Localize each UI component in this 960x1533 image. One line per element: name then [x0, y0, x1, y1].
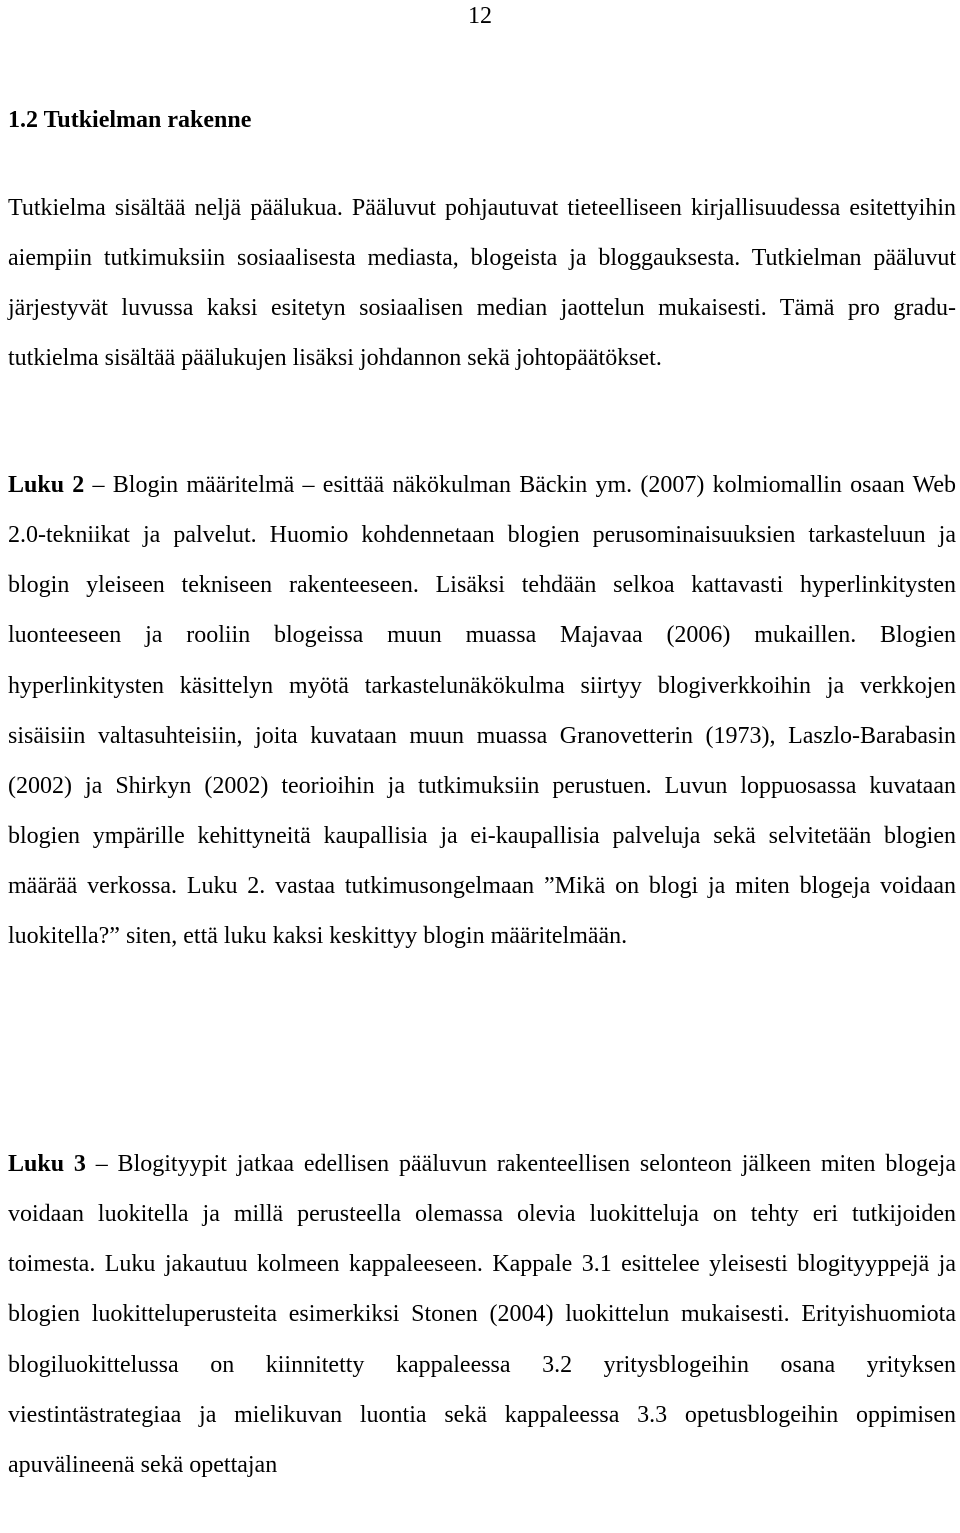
chapter-3-text: – Blogityypit jatkaa edellisen pääluvun rakenteellisen selonteon jälkeen miten blogeja voidaan luokitella ja millä perusteella olemassa olevia luokitteluja on tehty eri tutkijoiden toimesta. Luku jakautuu kolmeen kappaleeseen. Kappale 3.1 esittelee yleisesti blogityyppejä ja blogien luokitteluperusteita esimerkiksi Stonen (2004) luokittelun mukaisesti. Erityishuomiota blogiluokittelussa on kiinnitetty kappaleessa 3.2 yritysblogeihin osana yrityksen viestintästrategiaa ja mielikuvan luontia sekä kappaleessa 3.3 opetusblogeihin oppimisen apuvälineenä sekä opettajan — [8, 1151, 956, 1478]
chapter-2-paragraph — [8, 460, 956, 962]
intro-paragraph: Tutkielma sisältää neljä päälukua. Pääluvut pohjautuvat tieteelliseen kirjallisuudessa esitettyihin aiempiin tutkimuksiin sosiaalisesta mediasta, blogeista ja bloggauksesta. Tutkielman pääluvut järjestyvät luvussa kaksi esitetyn sosiaalisen median jaottelun mukaisesti. Tämä pro gradu-tutkielma sisältää päälukujen lisäksi johdannon sekä johtopäätökset. — [8, 195, 956, 372]
chapter-3-paragraph — [8, 1139, 956, 1490]
chapter-3-label: Luku 3 — [8, 1151, 86, 1177]
chapter-2-text: – Blogin määritelmä – esittää näkökulman Bäckin ym. (2007) kolmiomallin osaan Web 2.0-tekniikat ja palvelut. Huomio kohdennetaan blogien perusominaisuuksien tarkasteluun ja blogin yleiseen tekniseen rakenteeseen. Lisäksi tehdään selkoa kattavasti hyperlinkitysten luonteeseen ja rooliin blogeissa muun muassa Majavaa (2006) mukaillen. Blogien hyperlinkitysten käsittelyn myötä tarkastelunäkökulma siirtyy blogiverkkoihin ja verkkojen sisäisiin valtasuhteisiin, joita kuvataan muun muassa Granovetterin (1973), Laszlo-Barabasin (2002) ja Shirkyn (2002) teorioihin ja tutkimuksiin perustuen. Luvun loppuosassa kuvataan blogien ympärille kehittyneitä kaupallisia ja ei-kaupallisia palveluja sekä selvitetään blogien määrää verkossa. Luku 2. vastaa tutkimusongelmaan ”Mikä on blogi ja miten blogeja voidaan luokitella?” siten, että luku kaksi keskittyy blogin määritelmään. — [8, 472, 956, 950]
page-number: 12 — [468, 3, 492, 29]
chapter-2-label: Luku 2 — [8, 472, 85, 498]
section-heading: 1.2 Tutkielman rakenne — [8, 107, 252, 133]
